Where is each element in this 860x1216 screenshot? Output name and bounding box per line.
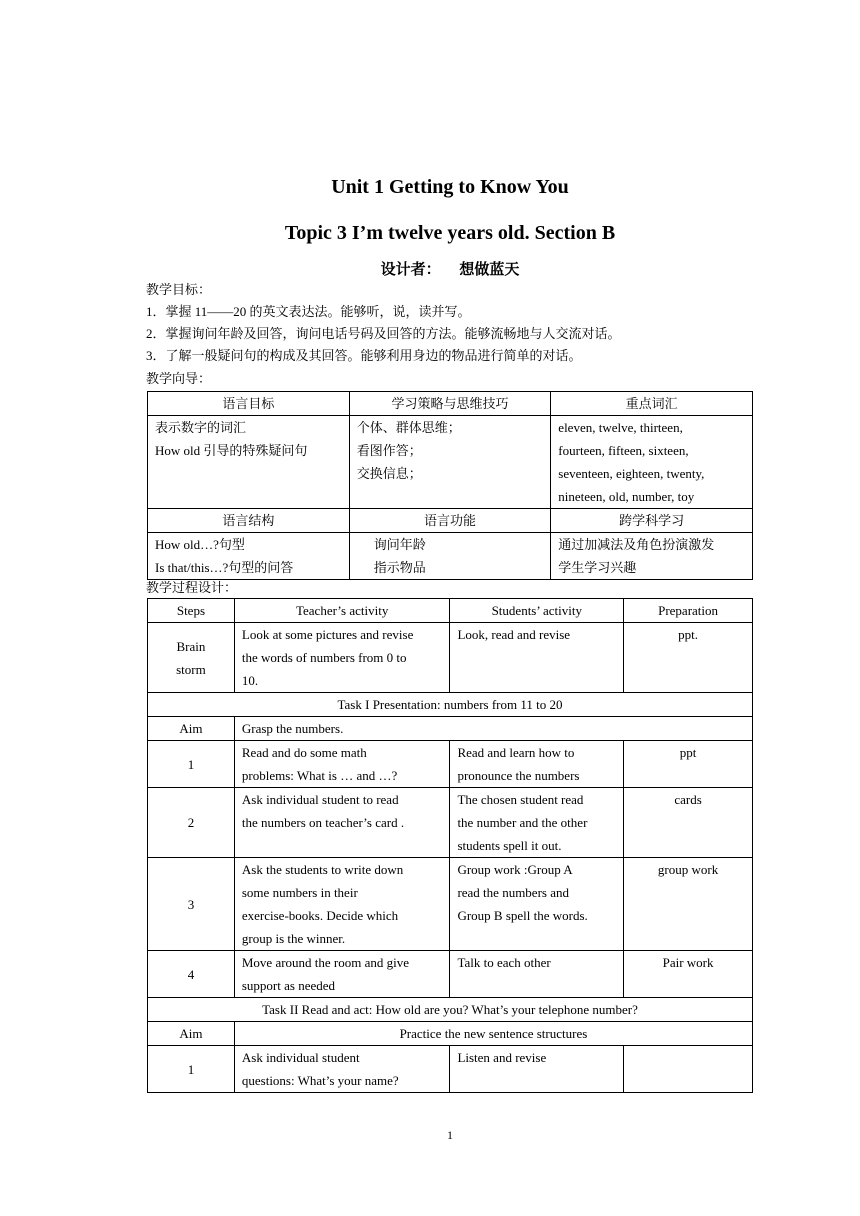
page-number: 1	[447, 1128, 453, 1142]
teacher-activity-cell	[234, 741, 450, 788]
cell-line: seventeen, eighteen, twenty,	[558, 466, 705, 481]
cell-line: Look at some pictures and revise	[241, 627, 414, 642]
students-activity-cell	[450, 788, 624, 858]
table-header-row	[148, 392, 753, 416]
cell-line: 表示数字的词汇	[155, 420, 247, 435]
cell-line: Ask individual student	[241, 1050, 360, 1065]
preparation-cell: Pair work	[624, 951, 753, 998]
task-title: Task I Presentation: numbers from 11 to 20	[148, 693, 753, 717]
structure-cell	[148, 533, 350, 580]
objectives-heading: 教学目标：	[146, 282, 212, 297]
aim-label: Aim	[148, 1022, 235, 1046]
preparation-cell: group work	[624, 858, 753, 951]
cell-line: group is the winner.	[241, 931, 346, 946]
cell-line: Group B spell the words.	[457, 908, 588, 923]
teacher-activity-cell	[234, 623, 450, 693]
students-activity-cell	[450, 858, 624, 951]
topic-title: Topic 3 I’m twelve years old. Section B	[284, 222, 616, 244]
cell-line: 学生学习兴趣	[558, 560, 637, 575]
preparation-cell: cards	[624, 788, 753, 858]
unit-title: Unit 1 Getting to Know You	[331, 176, 569, 198]
cell-line: 看图作答；	[356, 443, 422, 458]
header-cell: 语言结构	[148, 509, 350, 533]
cell-line: pronounce the numbers	[457, 768, 580, 783]
cell-line: How old 引导的特殊疑问句	[155, 443, 308, 458]
function-cell	[349, 533, 551, 580]
cell-line: fourteen, fifteen, sixteen,	[558, 443, 689, 458]
header-cell: 语言功能	[349, 509, 551, 533]
step-cell: 2	[148, 788, 235, 858]
cell-line: eleven, twelve, thirteen,	[558, 420, 683, 435]
table-row	[148, 416, 753, 509]
cell-line: storm	[176, 661, 206, 677]
step-cell	[148, 623, 235, 693]
teacher-activity-cell	[234, 788, 450, 858]
header-cell: Steps	[148, 599, 235, 623]
objective-item: 1．掌握 11——20 的英文表达法。能够听，说，读并写。	[146, 304, 471, 319]
cell-line: 指示物品	[373, 560, 426, 575]
cell-line: 个体、群体思维；	[356, 420, 461, 435]
cell-line: Ask individual student to read	[241, 792, 399, 807]
teacher-activity-cell	[234, 1046, 450, 1093]
table-row	[148, 623, 753, 693]
students-activity-cell	[450, 1046, 624, 1093]
aim-text: Grasp the numbers.	[234, 717, 752, 741]
language-goal-cell	[148, 416, 350, 509]
cell-line: 交换信息；	[356, 466, 422, 481]
aim-row	[148, 717, 753, 741]
table-row	[148, 788, 753, 858]
cell-line: Ask the students to write down	[241, 862, 404, 877]
table-row	[148, 951, 753, 998]
header-cell: Preparation	[624, 599, 753, 623]
cell-line: questions: What’s your name?	[241, 1073, 399, 1088]
cell-line: read the numbers and	[457, 885, 569, 900]
preparation-cell: ppt	[624, 741, 753, 788]
cell-line: Is that/this…?句型的问答	[155, 560, 294, 575]
objective-item: 2．掌握询问年龄及回答，询问电话号码及回答的方法。能够流畅地与人交流对话。	[146, 326, 621, 341]
header-cell: Teacher’s activity	[234, 599, 450, 623]
guide-heading: 教学向导：	[146, 371, 212, 386]
task-title-row	[148, 998, 753, 1022]
cell-line: Move around the room and give	[241, 955, 410, 970]
table-row	[148, 1046, 753, 1093]
table-row	[148, 741, 753, 788]
cell-line: Listen and revise	[457, 1050, 547, 1065]
table-row	[148, 533, 753, 580]
header-cell: 学习策略与思维技巧	[349, 392, 551, 416]
header-cell: 语言目标	[148, 392, 350, 416]
cell-line: problems: What is … and …?	[241, 768, 398, 783]
step-cell: 1	[148, 741, 235, 788]
header-cell: 跨学科学习	[551, 509, 753, 533]
step-cell: 1	[148, 1046, 235, 1093]
cell-line: How old…?句型	[155, 537, 245, 552]
header-cell: Students’ activity	[450, 599, 624, 623]
cell-line: support as needed	[241, 978, 336, 993]
aim-text: Practice the new sentence structures	[234, 1022, 752, 1046]
cell-line: Read and learn how to	[457, 745, 575, 760]
cell-line: Brain	[176, 638, 206, 654]
cell-line: students spell it out.	[457, 838, 562, 853]
cell-line: 通过加减法及角色扮演激发	[558, 537, 715, 552]
cell-line: Look, read and revise	[457, 627, 571, 642]
task-title: Task II Read and act: How old are you? What’s your telephone number?	[148, 998, 753, 1022]
task-title-row	[148, 693, 753, 717]
cell-line: nineteen, old, number, toy	[558, 489, 695, 504]
aim-label: Aim	[148, 717, 235, 741]
teaching-process-table	[147, 598, 753, 1093]
cell-line: Read and do some math	[241, 745, 367, 760]
cell-line: exercise-books. Decide which	[241, 908, 399, 923]
preparation-cell	[624, 1046, 753, 1093]
cell-line: the number and the other	[457, 815, 588, 830]
teacher-activity-cell	[234, 858, 450, 951]
teaching-guide-table	[147, 391, 753, 580]
table-header-row	[148, 599, 753, 623]
students-activity-cell	[450, 951, 624, 998]
cell-line: the numbers on teacher’s card .	[241, 815, 405, 830]
cell-line: Group work :Group A	[457, 862, 573, 877]
cell-line: some numbers in their	[241, 885, 358, 900]
cell-line: 10.	[241, 673, 259, 688]
step-cell: 4	[148, 951, 235, 998]
cell-line: Talk to each other	[457, 955, 551, 970]
vocab-cell	[551, 416, 753, 509]
preparation-cell: ppt.	[624, 623, 753, 693]
designer-line: 设计者： 想做蓝天	[380, 262, 520, 278]
objective-item: 3．了解一般疑问句的构成及其回答。能够利用身边的物品进行简单的对话。	[146, 348, 582, 363]
cell-line: The chosen student read	[457, 792, 584, 807]
aim-row	[148, 1022, 753, 1046]
students-activity-cell	[450, 741, 624, 788]
cell-line: 询问年龄	[373, 537, 426, 552]
cross-subject-cell	[551, 533, 753, 580]
step-cell: 3	[148, 858, 235, 951]
table-row	[148, 858, 753, 951]
table-header-row	[148, 509, 753, 533]
cell-line: the words of numbers from 0 to	[241, 650, 407, 665]
process-heading: 教学过程设计：	[146, 580, 238, 595]
strategy-cell	[349, 416, 551, 509]
header-cell: 重点词汇	[551, 392, 753, 416]
teacher-activity-cell	[234, 951, 450, 998]
students-activity-cell	[450, 623, 624, 693]
